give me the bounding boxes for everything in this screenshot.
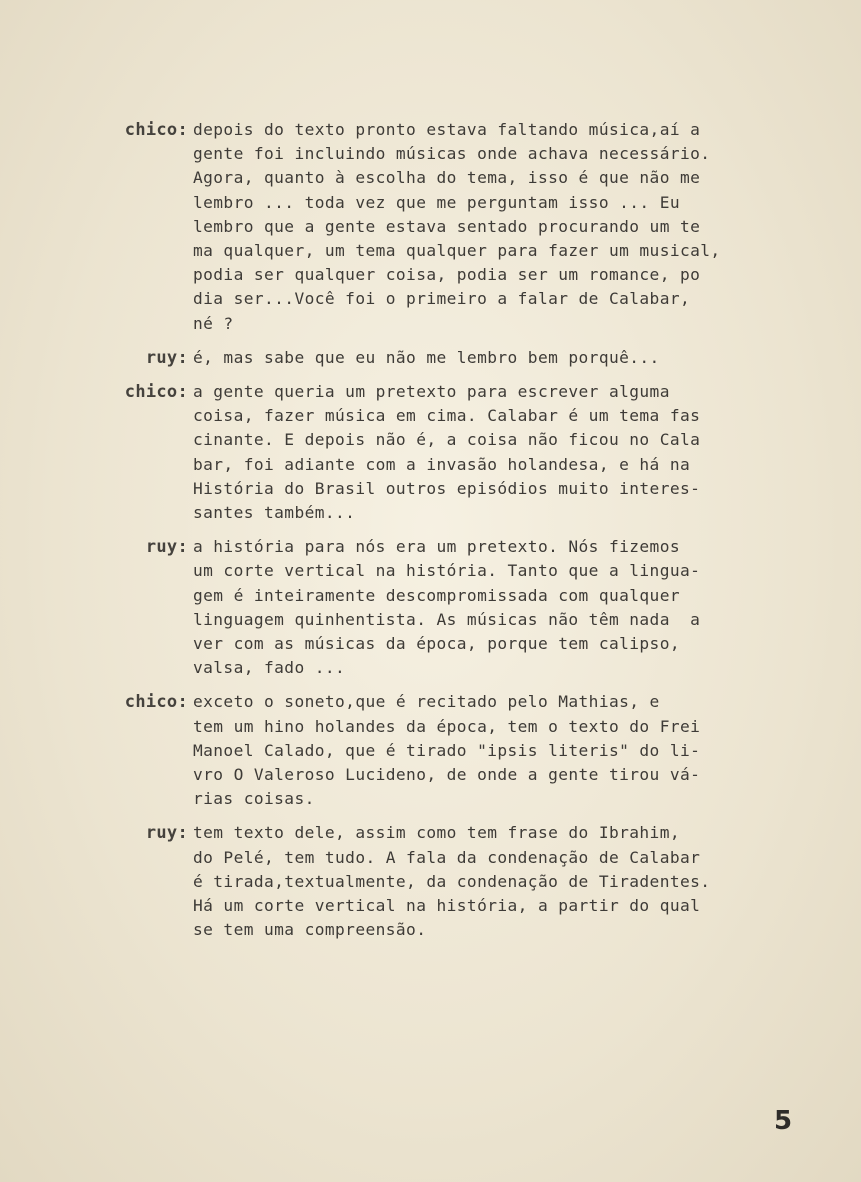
text-line: História do Brasil outros episódios muito interes-	[193, 478, 701, 498]
text-line: vro O Valeroso Lucideno, de onde a gente tirou vá-	[193, 765, 701, 785]
text-line: depois do texto pronto estava faltando música,aí a	[193, 120, 701, 139]
page-number: 5	[774, 1106, 793, 1136]
dialogue-entry	[100, 380, 800, 525]
speaker-label: chico:	[124, 382, 188, 403]
text-line: um corte vertical na história. Tanto que a lingua-	[193, 561, 701, 581]
text-line: gente foi incluindo músicas onde achava necessário.	[193, 144, 711, 164]
text-line: cinante. E depois não é, a coisa não ficou no Cala	[193, 430, 701, 450]
interview-transcript	[100, 118, 800, 953]
text-line: né ?	[193, 313, 234, 333]
text-line: santes também...	[193, 503, 356, 523]
text-line: Há um corte vertical na história, a partir do qual	[193, 896, 701, 916]
text-line: tem um hino holandes da época, tem o texto do Frei	[193, 716, 701, 736]
dialogue-text	[193, 380, 796, 525]
speaker-label: chico:	[124, 120, 188, 140]
text-line: rias coisas.	[193, 789, 315, 809]
text-line: podia ser qualquer coisa, podia ser um romance, po	[193, 265, 701, 285]
text-line: a gente queria um pretexto para escrever alguma	[193, 382, 670, 402]
dialogue-text	[193, 118, 796, 336]
text-line: linguagem quinhentista. As músicas não têm nada a	[193, 609, 701, 629]
dialogue-entry	[100, 821, 800, 942]
dialogue-entry	[100, 690, 800, 811]
dialogue-text	[193, 535, 796, 680]
text-line: gem é inteiramente descompromissada com qualquer	[193, 585, 680, 605]
speaker-label: ruy:	[145, 347, 188, 368]
text-line: do Pelé, tem tudo. A fala da condenação de Calabar	[193, 847, 701, 867]
text-line: é, mas sabe que eu não me lembro bem porquê...	[193, 347, 660, 367]
text-line: lembro ... toda vez que me perguntam isso ... Eu	[193, 192, 680, 212]
text-line: ver com as músicas da época, porque tem calipso,	[193, 634, 680, 654]
text-line: ma qualquer, um tema qualquer para fazer um musical,	[193, 241, 721, 261]
text-line: exceto o soneto,que é recitado pelo Mathias, e	[193, 692, 660, 712]
speaker-label: ruy:	[145, 537, 188, 558]
text-line: bar, foi adiante com a invasão holandesa, e há na	[193, 454, 691, 474]
dialogue-text	[193, 821, 796, 942]
dialogue-entry	[100, 535, 800, 680]
text-line: é tirada,textualmente, da condenação de Tiradentes.	[193, 871, 711, 891]
dialogue-text	[193, 346, 796, 370]
text-line: Agora, quanto à escolha do tema, isso é que não me	[193, 168, 701, 188]
text-line: dia ser...Você foi o primeiro a falar de Calabar,	[193, 289, 691, 309]
dialogue-entry	[100, 118, 800, 336]
text-line: valsa, fado ...	[193, 658, 346, 678]
dialogue-text	[193, 690, 796, 811]
text-line: a história para nós era um pretexto. Nós fizemos	[193, 537, 680, 557]
text-line: se tem uma compreensão.	[193, 920, 427, 940]
speaker-label: ruy:	[145, 823, 188, 844]
text-line: lembro que a gente estava sentado procurando um te	[193, 216, 701, 236]
text-line: tem texto dele, assim como tem frase do Ibrahim,	[193, 823, 680, 843]
dialogue-entry	[100, 346, 800, 370]
speaker-label: chico:	[124, 692, 188, 713]
text-line: Manoel Calado, que é tirado "ipsis literis" do li-	[193, 740, 701, 760]
text-line: coisa, fazer música em cima. Calabar é um tema fas	[193, 406, 701, 426]
